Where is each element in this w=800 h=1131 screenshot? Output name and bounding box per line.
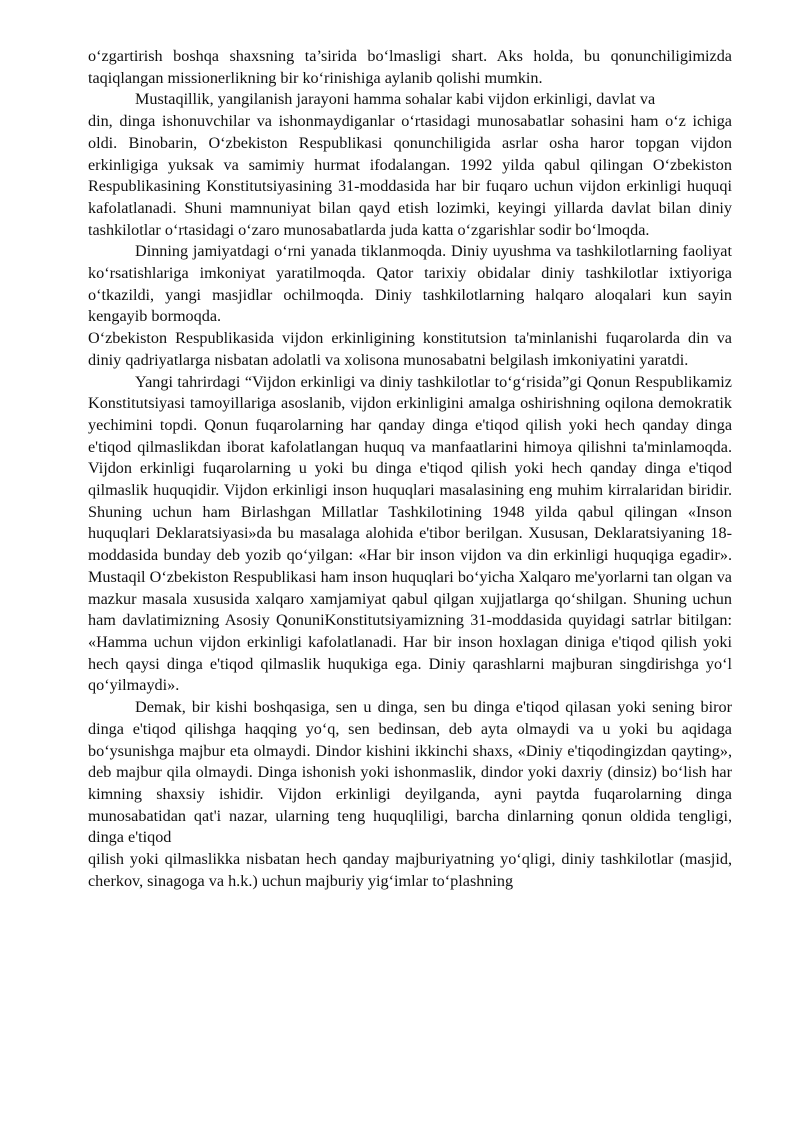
paragraph-8: qilish yoki qilmaslikka nisbatan hech qanday majburiyatning yo‘qligi, diniy tashkilotlar (masjid, cherkov, sinagoga va h.k.) uchun majburiy yig‘imlar to‘plashning: [88, 850, 732, 890]
paragraph-7: Demak, bir kishi boshqasiga, sen u dinga, sen bu dinga e'tiqod qilasan yoki sening biror dinga e'tiqod qilishga haqqing yo‘q, sen bedinsan, deb ayta olmaydi va u yoki bu aqidaga bo‘ysunishga majbur eta olmaydi. Dindor kishini ikkinchi shaxs, «Diniy e'tiqodingizdan qayting», deb majbur qila olmaydi. Dinga ishonish yoki ishonmaslik, dindor yoki daxriy (dinsiz) bo‘lish har kimning shaxsiy ishidir. Vijdon erkinligi deyilganda, ayni paytda fuqarolarning dinga munosabatidan qat'i nazar, ularning teng huquqliligi, barcha dinlarning qonun oldida tengligi, dinga e'tiqod: [88, 698, 732, 847]
paragraph-4: Dinning jamiyatdagi o‘rni yanada tiklanmoqda. Diniy uyushma va tashkilotlarning faoliyat ko‘rsatishlariga imkoniyat yaratilmoqda. Qator tarixiy obidalar diniy tashkilotlar ixtiyoriga o‘tkazildi, yangi masjidlar ochilmoqda. Diniy tashkilotlarning halqaro aloqalari kun sayin kengayib bormoqda.: [88, 242, 732, 326]
paragraph-3: din, dinga ishonuvchilar va ishonmaydiganlar o‘rtasidagi munosabatlar sohasini ham o‘z ichiga oldi. Binobarin, O‘zbekiston Respublikasi qonunchiligida asrlar osha haror topgan vijdon erkinligiga yuksak va samimiy hurmat ifodalangan. 1992 yilda qabul qilingan O‘zbekiston Respublikasining Konstitutsiyasining 31-moddasida har bir fuqaro uchun vijdon erkinligi huquqi kafolatlanadi. Shuni mamnuniyat bilan qayd etish lozimki, keyingi yillarda davlat bilan diniy tashkilotlar o‘rtasidagi o‘zaro munosabatlarda juda katta o‘zgarishlar sodir bo‘lmoqda.: [88, 112, 732, 239]
paragraph-1: o‘zgartirish boshqa shaxsning ta’sirida bo‘lmasligi shart. Aks holda, bu qonunchiligimizda taqiqlangan missionerlikning bir ko‘rinishiga aylanib qolishi mumkin.: [88, 47, 732, 87]
paragraph-5: O‘zbekiston Respublikasida vijdon erkinligining konstitutsion ta'minlanishi fuqarolarda din va diniy qadriyatlarga nisbatan adolatli va xolisona munosabatni belgilash imkoniyatini yaratdi.: [88, 329, 732, 369]
document-page: [88, 46, 732, 892]
paragraph-6: Yangi tahrirdagi “Vijdon erkinligi va diniy tashkilotlar to‘g‘risida”gi Qonun Respublikamiz Konstitutsiyasi tamoyillariga asoslanib, vijdon erkinligini amalga oshirishning oqilona demokratik yechimini topdi. Qonun fuqarolarning har qanday dinga e'tiqod qilish yoki hech qanday dinga e'tiqod qilmaslikdan iborat kafolatlangan huquq va manfaatlarini himoya qilishni ta'minlamoqda. Vijdon erkinligi fuqarolarning u yoki bu dinga e'tiqod qilish yoki hech qanday dinga e'tiqod qilmaslik huquqidir. Vijdon erkinligi inson huquqlari masalasining eng muhim kirralaridan biridir. Shuning uchun ham Birlashgan Millatlar Tashkilotining 1948 yilda qabul qilingan «Inson huquqlari Deklaratsiyasi»da bu masalaga alohida e'tibor berilgan. Xususan, Deklaratsiyaning 18-moddasida bunday deb yozib qo‘yilgan: «Har bir inson vijdon va din erkinligi huquqiga egadir». Mustaqil O‘zbekiston Respublikasi ham inson huquqlari bo‘yicha Xalqaro me'yorlarni tan olgan va mazkur masala xususida xalqaro xamjamiyat qabul qilgan xujjatlarga qo‘shilgan. Shuning uchun ham davlatimizning Asosiy QonuniKonstitutsiyamizning 31-moddasida quyidagi satrlar bitilgan: «Hamma uchun vijdon erkinligi kafolatlanadi. Har bir inson hoxlagan diniga e'tiqod qilish yoki hech qaysi dinga e'tiqod qilmaslik huqukiga ega. Diniy qarashlarni majburan singdirishga yo‘l qo‘yilmaydi».: [88, 372, 732, 695]
paragraph-2: Mustaqillik, yangilanish jarayoni hamma sohalar kabi vijdon erkinligi, davlat va: [135, 90, 656, 109]
